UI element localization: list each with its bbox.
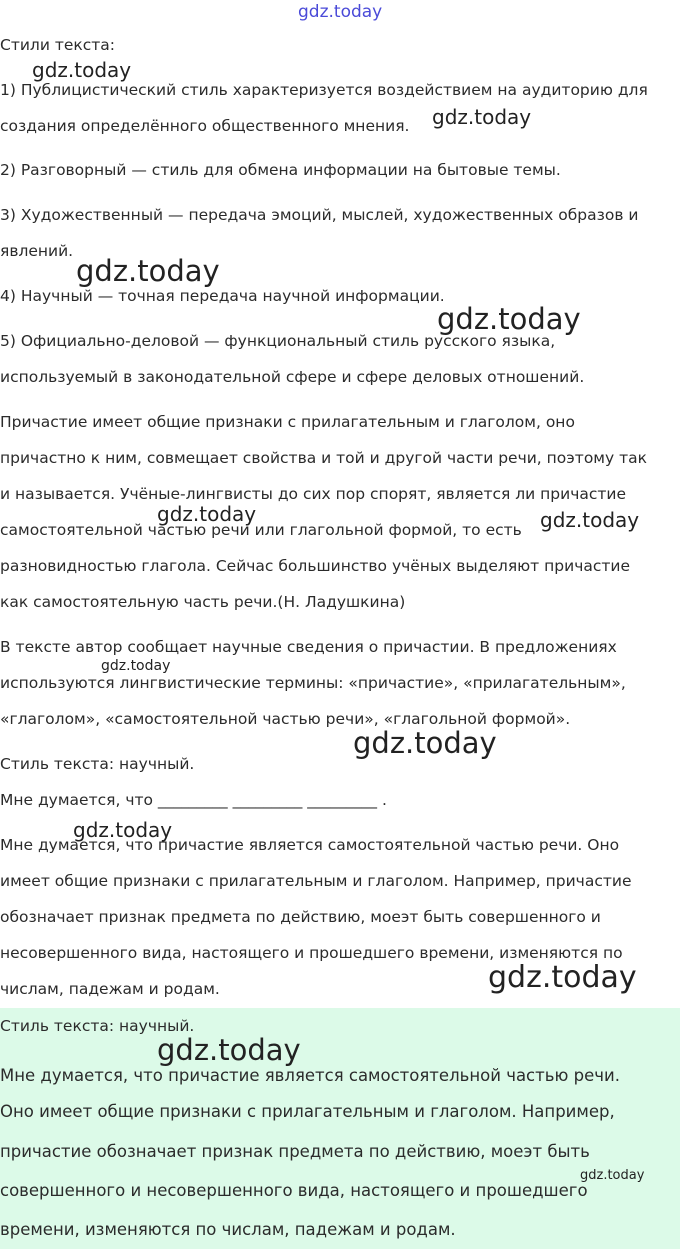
- style-item-1-line-1: 1) Публицистический стиль характеризуется воздействием на аудиторию для: [0, 81, 648, 99]
- answer-line-3: обозначает признак предмета по действию, моеэт быть совершенного и: [0, 908, 601, 926]
- passage-line-4: самостоятельной частью речи или глагольной формой, то есть: [0, 521, 522, 539]
- style-item-3-line-1: 3) Художественный — передача эмоций, мыслей, художественных образов и: [0, 206, 639, 224]
- watermark: gdz.today: [157, 1033, 301, 1067]
- passage-line-3: и называется. Учёные-лингвисты до сих пор спорят, является ли причастие: [0, 485, 627, 503]
- watermark: gdz.today: [437, 302, 581, 336]
- watermark: gdz.today: [540, 508, 640, 532]
- answer-line-4: несовершенного вида, настоящего и прошедшего времени, изменяются по: [0, 944, 623, 962]
- answer-line-2: имеет общие признаки с прилагательным и глаголом. Например, причастие: [0, 872, 632, 890]
- answer-line-5: числам, падежам и родам.: [0, 980, 220, 998]
- watermark: gdz.today: [488, 960, 637, 995]
- analysis-line-3: «глаголом», «самостоятельной частью речи», «глагольной формой».: [0, 710, 571, 728]
- answer-line-1: Мне думается, что причастие является самостоятельной частью речи. Оно: [0, 836, 620, 854]
- style-item-2: 2) Разговорный — стиль для обмена информации на бытовые темы.: [0, 161, 561, 179]
- style-conclusion: Стиль текста: научный.: [0, 755, 195, 773]
- passage-line-6: как самостоятельную часть речи.(Н. Ладушкина): [0, 593, 406, 611]
- final-line-2: Оно имеет общие признаки с прилагательным и глаголом. Например,: [0, 1102, 615, 1121]
- watermark-top: gdz.today: [298, 2, 383, 22]
- watermark: gdz.today: [432, 105, 532, 129]
- style-item-5-line-1: 5) Официально-деловой — функциональный стиль русского языка,: [0, 332, 556, 350]
- template-sentence: Мне думается, что _________ _________ _________ .: [0, 791, 387, 809]
- watermark: gdz.today: [73, 818, 173, 842]
- passage-line-1: Причастие имеет общие признаки с прилагательным и глаголом, оно: [0, 413, 575, 431]
- watermark: gdz.today: [32, 58, 132, 82]
- passage-line-2: причастно к ним, совмещает свойства и той и другой части речи, поэтому так: [0, 449, 647, 467]
- watermark: gdz.today: [101, 658, 171, 674]
- analysis-line-2: используются лингвистические термины: «причастие», «прилагательным»,: [0, 674, 626, 692]
- style-item-3-line-2: явлений.: [0, 242, 74, 260]
- final-style-line: Стиль текста: научный.: [0, 1017, 195, 1035]
- watermark: gdz.today: [157, 502, 257, 526]
- watermark: gdz.today: [76, 254, 220, 288]
- final-line-3: причастие обозначает признак предмета по действию, моеэт быть: [0, 1142, 590, 1161]
- passage-line-5: разновидностью глагола. Сейчас большинство учёных выделяют причастие: [0, 557, 631, 575]
- styles-heading: Стили текста:: [0, 36, 116, 54]
- final-line-5: времени, изменяются по числам, падежам и родам.: [0, 1220, 456, 1239]
- final-line-4: совершенного и несовершенного вида, настоящего и прошедшего: [0, 1181, 588, 1200]
- style-item-1-line-2: создания определённого общественного мнения.: [0, 117, 410, 135]
- style-item-4: 4) Научный — точная передача научной информации.: [0, 287, 445, 305]
- analysis-line-1: В тексте автор сообщает научные сведения о причастии. В предложениях: [0, 638, 617, 656]
- final-answer-highlight: [0, 1008, 680, 1249]
- final-line-1: Мне думается, что причастие является самостоятельной частью речи.: [0, 1066, 620, 1085]
- watermark: gdz.today: [580, 1168, 645, 1183]
- style-item-5-line-2: используемый в законодательной сфере и сфере деловых отношений.: [0, 368, 585, 386]
- watermark: gdz.today: [353, 726, 497, 760]
